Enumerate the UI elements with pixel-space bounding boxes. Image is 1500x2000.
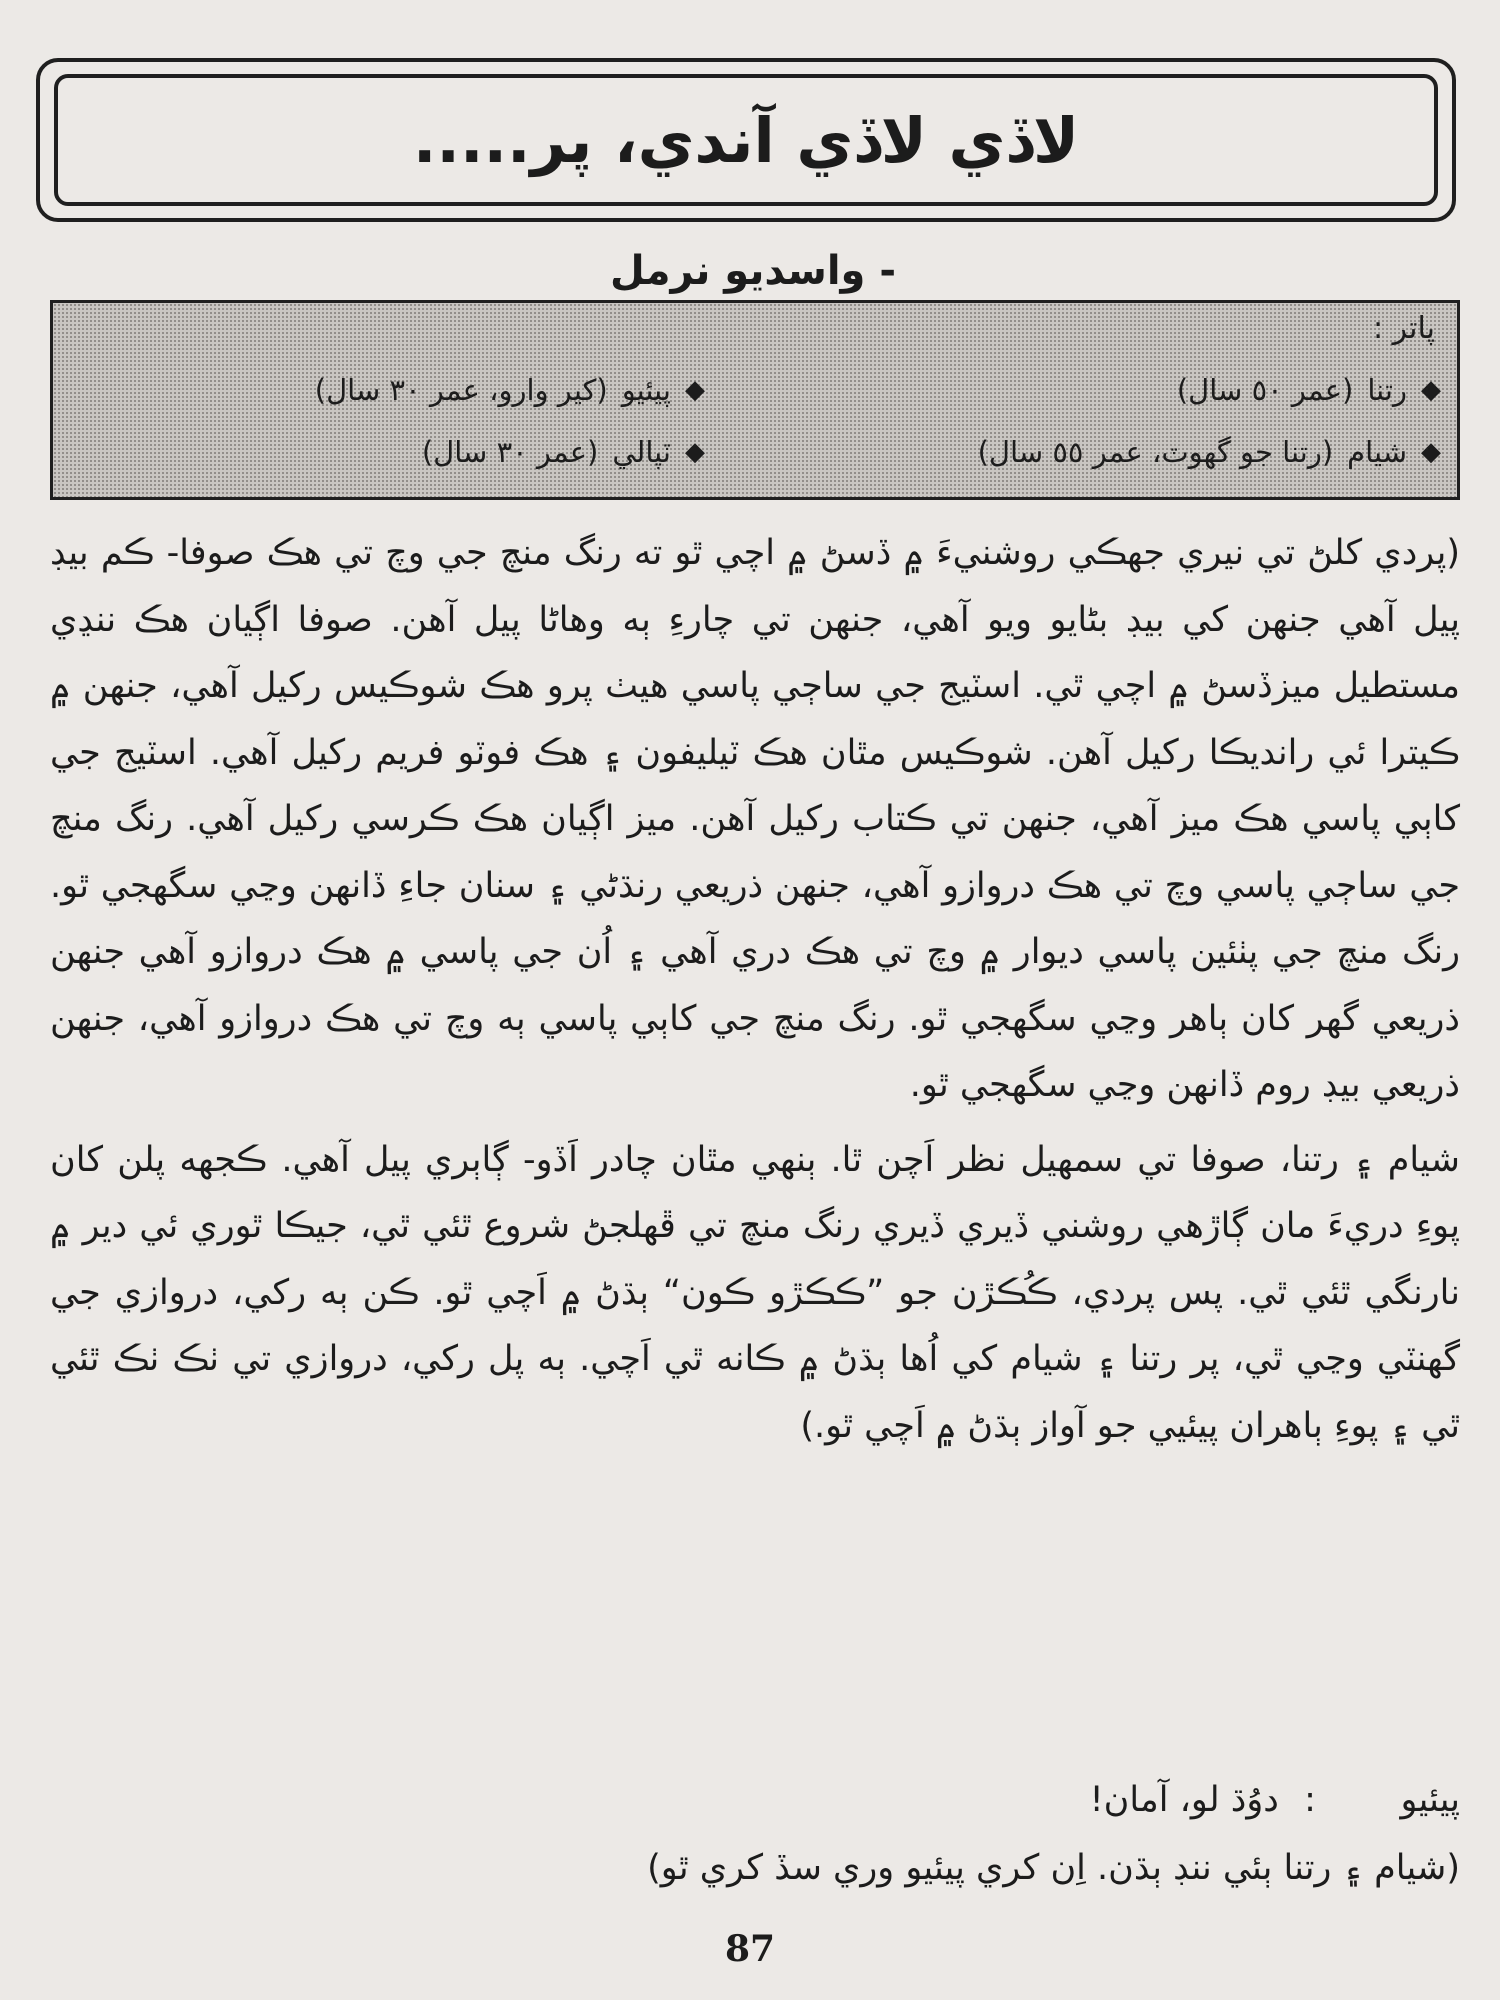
title-frame bbox=[36, 58, 1456, 222]
cast-item bbox=[1177, 373, 1441, 407]
diamond-bullet-icon: ◆ bbox=[685, 437, 705, 467]
cast-detail: (کير وارو، عمر ٣٠ سال) bbox=[314, 373, 608, 407]
dialogue-colon: : bbox=[1304, 1780, 1316, 1820]
play-title: لاڏي لاڏي آندي، پر..... bbox=[412, 103, 1080, 177]
cast-row bbox=[69, 435, 1441, 491]
dialogue-line bbox=[50, 1770, 1460, 1830]
cast-item bbox=[978, 435, 1441, 469]
cast-name: پيئيو bbox=[621, 373, 671, 407]
cast-box bbox=[50, 300, 1460, 500]
cast-name: ٽپالي bbox=[612, 435, 671, 469]
page-number: 87 bbox=[724, 1928, 776, 1970]
stage-direction-paragraph: (پردي کلڻ تي نيري جهڪي روشنيءَ ۾ ڏسڻ ۾ اچي ٿو ته رنگ منچ جي وچ تي هڪ صوفا- ڪم بيڊ پيل آهي جنهن کي بيڊ بڻايو ويو آهي، جنهن تي چارءِ ٻه وهاڻا پيل آهن. صوفا اڳيان هڪ ننڍي مستطيل ميزڏسڻ ۾ اچي ٿي. اسٽيج جي ساڄي پاسي هيٺ پرو هڪ شوڪيس رکيل آهي، جنهن ۾ ڪيترا ئي رانديڪا رکيل آهن. شوڪيس مٿان هڪ ٽيليفون ۽ هڪ فوٽو فريم رکيل آهي. اسٽيج جي کاٻي پاسي هڪ ميز آهي، جنهن تي ڪتاب رکيل آهن. ميز اڳيان هڪ ڪرسي رکيل آهي. رنگ منچ جي ساڄي پاسي وچ تي هڪ دروازو آهي، جنهن ذريعي رنڌڻي ۽ سنان جاءِ ڏانهن وڃي سگهجي ٿو. رنگ منچ جي پٺئين پاسي ديوار ۾ وچ تي هڪ دري آهي ۽ اُن جي پاسي ۾ هڪ دروازو آهي جنهن ذريعي گهر کان ٻاهر وڃي سگهجي ٿو. رنگ منچ جي کاٻي پاسي ٻه وچ تي هڪ دروازو آهي، جنهن ذريعي بيڊ روم ڏانهن وڃي سگهجي ٿو. bbox=[50, 533, 1460, 1105]
stage-direction-after: (شيام ۽ رتنا ٻئي ننڊ ٻڌن. اِن کري پيئيو وري سڏ کري ٿو) bbox=[647, 1848, 1460, 1888]
diamond-bullet-icon: ◆ bbox=[1421, 437, 1441, 467]
stage-directions bbox=[50, 520, 1460, 1459]
cast-name: شيام bbox=[1347, 435, 1407, 469]
dialogue-speaker: پيئيو bbox=[1400, 1780, 1460, 1820]
cast-detail: (رتنا جو گهوٽ، عمر ٥٥ سال) bbox=[977, 435, 1334, 469]
cast-row bbox=[69, 373, 1441, 429]
stage-direction-paragraph: شيام ۽ رتنا، صوفا تي سمهيل نظر اَچن ٿا. ٻنهي مٿان چادر اَڏو- ڳاٻري پيل آهي. ڪجهه پلن کان پوءِ دريءَ مان ڳاڙهي روشني ڏيري ڏيري رنگ منچ تي ڦهلجڻ شروع ٿئي ٿي، جيڪا ٿوري ئي دير ۾ نارنگي ٿئي ٿي. پس پردي، ڪُڪڙن جو ”ڪڪڙو ڪون“ ٻڌڻ ۾ اَچي ٿو. ڪن ٻه رکي، دروازي جي گهنٽي وڃي ٿي، پر رتنا ۽ شيام کي اُها ٻڌڻ ۾ ڪانه ٿي اَچي. ٻه پل رکي، دروازي تي ٺڪ ٺڪ ٿئي ٿي ۽ پوءِ ٻاهران پيئيي جو آواز ٻڌڻ ۾ اَچي ٿو.) bbox=[50, 1139, 1460, 1446]
cast-item bbox=[315, 373, 705, 407]
diamond-bullet-icon: ◆ bbox=[685, 375, 705, 405]
dialogue-text: دوُڌ لو، آمان! bbox=[1089, 1780, 1279, 1820]
author-line: - واسديو نرمل bbox=[610, 248, 896, 294]
cast-name: رتنا bbox=[1367, 373, 1407, 407]
title-frame-inner bbox=[54, 74, 1438, 206]
cast-detail: (عمر ٣٠ سال) bbox=[421, 435, 599, 469]
cast-detail: (عمر ٥٠ سال) bbox=[1176, 373, 1354, 407]
cast-item bbox=[422, 435, 705, 469]
diamond-bullet-icon: ◆ bbox=[1421, 375, 1441, 405]
cast-heading: پاتر : bbox=[1372, 311, 1435, 346]
